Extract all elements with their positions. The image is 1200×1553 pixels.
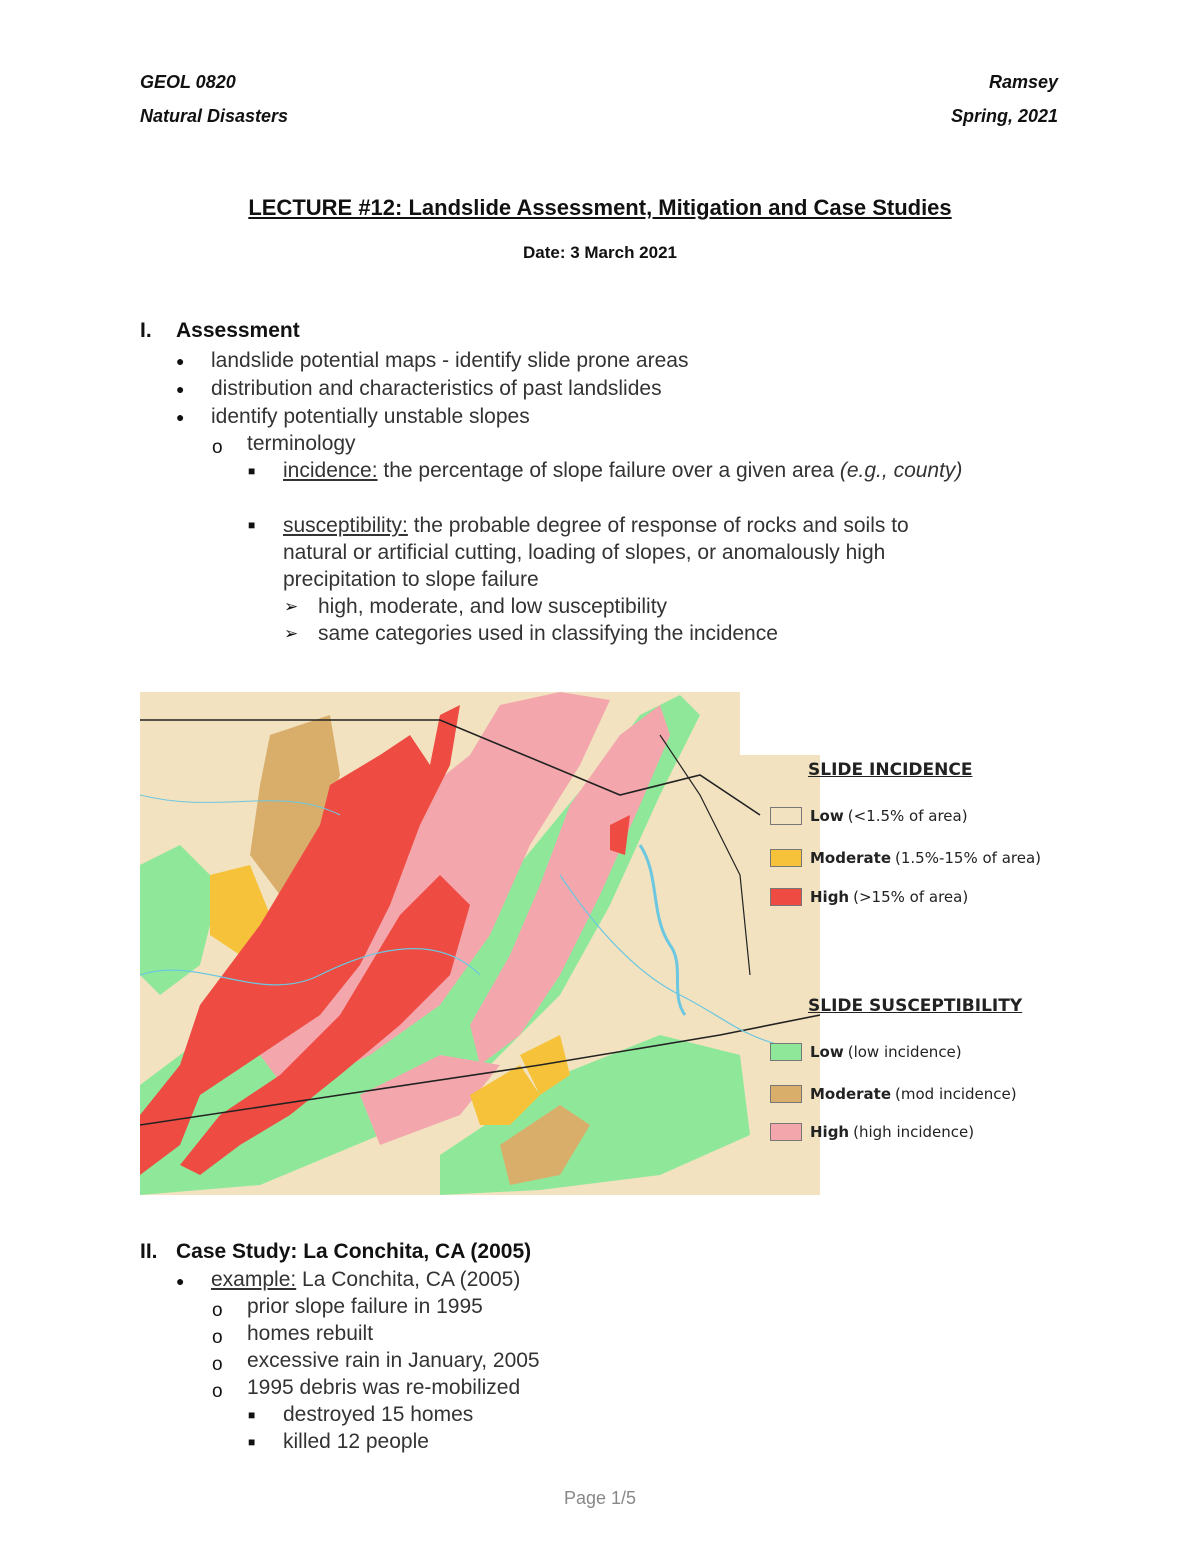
section-2-title: Case Study: La Conchita, CA (2005) xyxy=(176,1240,532,1263)
legend-item: Low (<1.5% of area) xyxy=(770,807,968,825)
square-bullet-icon: ■ xyxy=(248,464,256,478)
section-1-title: Assessment xyxy=(176,319,300,342)
square-bullet-icon: ■ xyxy=(248,1408,256,1422)
bullet-icon: ● xyxy=(176,381,185,397)
legend-swatch-sus-low xyxy=(770,1043,802,1061)
legend-swatch-inc-low xyxy=(770,807,802,825)
instructor-name: Ramsey xyxy=(988,72,1058,92)
sub-item: terminology xyxy=(247,432,356,455)
landslide-map xyxy=(140,675,820,1195)
arrow-item: same categories used in classifying the incidence xyxy=(318,622,778,645)
susceptibility-line-2: natural or artificial cutting, loading of slopes, or anomalously high xyxy=(283,541,886,564)
section-1-number: I. xyxy=(140,319,152,342)
example-item xyxy=(211,1268,520,1292)
incidence-legend-title: SLIDE INCIDENCE xyxy=(808,760,973,780)
bullet-icon: ● xyxy=(176,353,185,369)
course-code: GEOL 0820 xyxy=(140,72,236,92)
sub-sub-item: killed 12 people xyxy=(283,1430,429,1453)
incidence-example: (e.g., county) xyxy=(839,459,963,482)
legend-swatch-inc-mod xyxy=(770,849,802,867)
susceptibility-legend-title: SLIDE SUSCEPTIBILITY xyxy=(808,996,1023,1016)
legend-item: Low (low incidence) xyxy=(770,1043,962,1061)
legend-item: High (high incidence) xyxy=(770,1123,974,1141)
arrow-bullet-icon: ➢ xyxy=(284,624,299,643)
susceptibility-line-3: precipitation to slope failure xyxy=(283,568,539,591)
sub-item: excessive rain in January, 2005 xyxy=(247,1349,540,1372)
legend-item: High (>15% of area) xyxy=(770,888,968,906)
arrow-bullet-icon: ➢ xyxy=(284,597,299,616)
section-2-heading xyxy=(140,1240,531,1264)
term: Spring, 2021 xyxy=(950,106,1058,126)
incidence-definition xyxy=(283,459,962,483)
susceptibility-definition xyxy=(283,514,909,538)
incidence-term: incidence: xyxy=(283,459,378,482)
incidence-text: the percentage of slope failure over a given area xyxy=(377,459,840,482)
example-text: La Conchita, CA (2005) xyxy=(296,1268,521,1291)
bullet-item: distribution and characteristics of past landslides xyxy=(211,377,662,400)
section-2-number: II. xyxy=(140,1240,158,1263)
lecture-title: LECTURE #12: Landslide Assessment, Mitigation and Case Studies xyxy=(248,195,952,220)
sub-sub-item: destroyed 15 homes xyxy=(283,1403,474,1426)
course-name: Natural Disasters xyxy=(140,106,289,126)
circle-bullet-icon: o xyxy=(212,1354,223,1375)
square-bullet-icon: ■ xyxy=(248,1435,256,1449)
legend-swatch-sus-high xyxy=(770,1123,802,1141)
circle-bullet-icon: o xyxy=(212,1381,223,1402)
square-bullet-icon: ■ xyxy=(248,518,256,532)
arrow-item: high, moderate, and low susceptibility xyxy=(318,595,668,618)
page-number: Page 1/5 xyxy=(563,1488,637,1508)
legend-swatch-inc-high xyxy=(770,888,802,906)
section-1-heading xyxy=(140,319,300,343)
map-corner xyxy=(740,675,820,755)
bullet-item: identify potentially unstable slopes xyxy=(211,405,530,428)
circle-bullet-icon: o xyxy=(212,1300,223,1321)
legend-swatch-sus-mod xyxy=(770,1085,802,1103)
sub-item: 1995 debris was re-mobilized xyxy=(247,1376,521,1399)
bullet-item: landslide potential maps - identify slide prone areas xyxy=(211,349,689,372)
sub-item: prior slope failure in 1995 xyxy=(247,1295,483,1318)
bullet-icon: ● xyxy=(176,1273,185,1289)
legend-item: Moderate (1.5%-15% of area) xyxy=(770,849,1041,867)
sub-item: homes rebuilt xyxy=(247,1322,374,1345)
bullet-icon: ● xyxy=(176,409,185,425)
circle-bullet-icon: o xyxy=(212,1327,223,1348)
susceptibility-term: susceptibility: xyxy=(283,514,408,537)
lecture-date: Date: 3 March 2021 xyxy=(522,243,678,262)
legend-item: Moderate (mod incidence) xyxy=(770,1085,1017,1103)
example-term: example: xyxy=(211,1268,297,1291)
susceptibility-text: the probable degree of response of rocks and soils to xyxy=(407,514,909,537)
circle-bullet-icon: o xyxy=(212,437,223,458)
